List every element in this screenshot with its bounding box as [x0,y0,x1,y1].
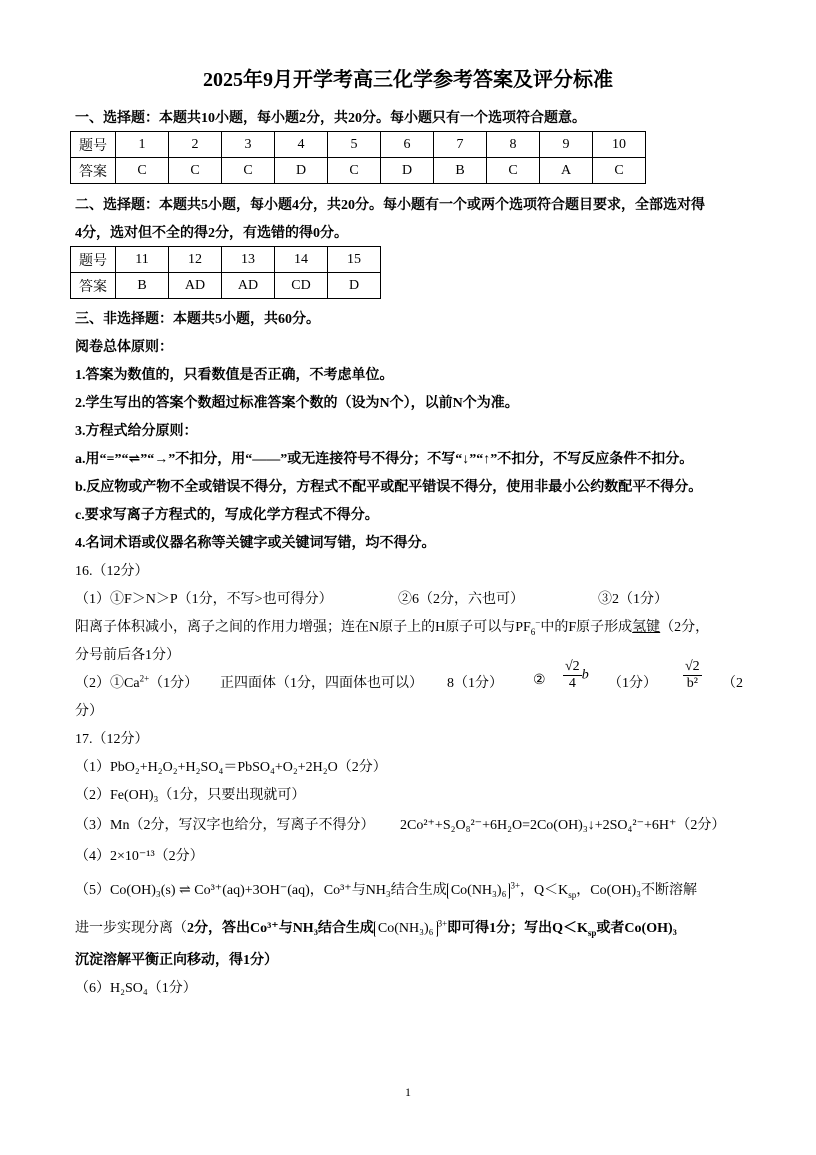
table-header-a: 答案 [71,158,116,184]
answer-cell: D [328,273,381,299]
question-number-cell: 12 [169,247,222,273]
question-number-cell: 3 [222,132,275,158]
question-number-cell: 6 [381,132,434,158]
page-number: 1 [405,1085,411,1099]
answer-cell: C [222,158,275,184]
q17-heading: 17.（12分） [75,732,149,747]
q16-fraction-2: $\frac{√2}{\text{b²}}$ [685,659,700,691]
q17-5-cont: 进一步实现分离（2分，答出Co³⁺与NH₃结合生成 Co(NH₃)₆ $^{3+}$即可得1分；写出$Q<K_{sp}$或者Co(OH)₃ [75,918,677,938]
section1-heading: 一、选择题：本题共10小题，每小题2分，共20分。每小题只有一个选项符合题意。 [75,111,586,126]
q16-fraction-1: $\frac{√2}{4}$ b [565,659,589,691]
q16-1-c: ③2（1分） [598,592,668,607]
q16-2-e: （1分） [608,676,657,691]
q16-2-d: ② [533,673,546,688]
q16-heading: 16.（12分） [75,564,149,579]
q16-1-b: ②6（2分，六也可） [398,592,524,607]
question-number-cell: 1 [116,132,169,158]
q16-2-b: 正四面体（1分，四面体也可以） [220,676,423,691]
q16-2-cont: 分） [75,704,103,719]
q16-2-c: 8（1分） [447,676,503,691]
q17-6: （6）H₂SO₄（1分） [75,981,197,996]
answer-cell: AD [222,273,275,299]
table-header-q: 题号 [71,132,116,158]
answer-cell: B [116,273,169,299]
answer-cell: C [169,158,222,184]
question-number-cell: 10 [593,132,646,158]
table-header-q: 题号 [71,247,116,273]
answer-cell: C [116,158,169,184]
q17-1: （1）PbO₂+H₂O₂+H₂SO₄＝PbSO₄+O₂+2H₂O（2分） [75,760,387,775]
q16-explanation-cont: 分号前后各1分） [75,648,180,663]
q16-explanation: 阳离子体积减小，离子之间的作用力增强；连在N原子上的H原子可以与$PF_6^-$中的F原子形成氢键（2分， [75,617,710,637]
q17-5: （5）Co(OH)₃(s) ⇌ Co³⁺(aq)+3OH⁻(aq)，Co³⁺与NH₃结合生成 Co(NH₃)₆ $^{3+}$，$Q<K_{sp}$，Co(OH)₃不断溶解 [75,880,698,900]
principles-title: 阅卷总体原则： [75,340,173,355]
section3-heading: 三、非选择题：本题共5小题，共60分。 [75,312,320,327]
question-number-cell: 15 [328,247,381,273]
answer-cell: D [275,158,328,184]
answer-cell: A [540,158,593,184]
section2-heading-1: 二、选择题：本题共5小题，每小题4分，共20分。每小题有一个或两个选项符合题目要求，全部选对得 [75,198,705,213]
question-number-cell: 14 [275,247,328,273]
question-number-cell: 9 [540,132,593,158]
principle-3c: c.要求写离子方程式的，写成化学方程式不得分。 [75,508,379,523]
principle-3a: a.用“=”“⇌”“→”不扣分，用“——”或无连接符号不得分；不写“↓”“↑”不扣分，不写反应条件不扣分。 [75,452,694,467]
section2-heading-2: 4分，选对但不全的得2分，有选错的得0分。 [75,226,348,241]
answer-cell: C [328,158,381,184]
question-number-cell: 4 [275,132,328,158]
question-number-cell: 13 [222,247,275,273]
principle-3b: b.反应物或产物不全或错误不得分，方程式不配平或配平错误不得分，使用非最小公约数配平不得分。 [75,480,703,495]
answer-cell: B [434,158,487,184]
principle-4: 4.名词术语或仪器名称等关键字或关键词写错，均不得分。 [75,536,436,551]
answer-cell: C [487,158,540,184]
table-header-a: 答案 [71,273,116,299]
answer-cell: CD [275,273,328,299]
q16-1-a: （1）①F＞N＞P（1分，不写>也可得分） [75,592,333,607]
q17-3-b: 2Co²⁺+S₂O₈²⁻+6H₂O=2Co(OH)₃↓+2SO₄²⁻+6H⁺（2分） [400,818,726,833]
principle-3: 3.方程式给分原则： [75,424,198,439]
principle-1: 1.答案为数值的，只看数值是否正确，不考虑单位。 [75,368,394,383]
answer-cell: D [381,158,434,184]
question-number-cell: 8 [487,132,540,158]
answer-table-2 [70,246,381,299]
q17-3-a: （3）Mn（2分，写汉字也给分，写离子不得分） [75,818,375,833]
question-number-cell: 2 [169,132,222,158]
question-number-cell: 7 [434,132,487,158]
answer-cell: AD [169,273,222,299]
q17-5-cont2: 沉淀溶解平衡正向移动，得1分） [75,953,278,968]
answer-table-1 [70,131,646,184]
q16-2-a: $(2)①Ca^{2+}(1$分） [75,673,199,691]
q16-2-f: （2 [722,676,743,691]
page-title: 2025年9月开学考高三化学参考答案及评分标准 [203,69,613,91]
q17-2: （2）Fe(OH)₃（1分，只要出现就可） [75,788,306,803]
q17-4: （4）2×10⁻¹³（2分） [75,849,204,864]
answer-cell: C [593,158,646,184]
question-number-cell: 11 [116,247,169,273]
question-number-cell: 5 [328,132,381,158]
principle-2: 2.学生写出的答案个数超过标准答案个数的（设为N个），以前N个为准。 [75,396,519,411]
